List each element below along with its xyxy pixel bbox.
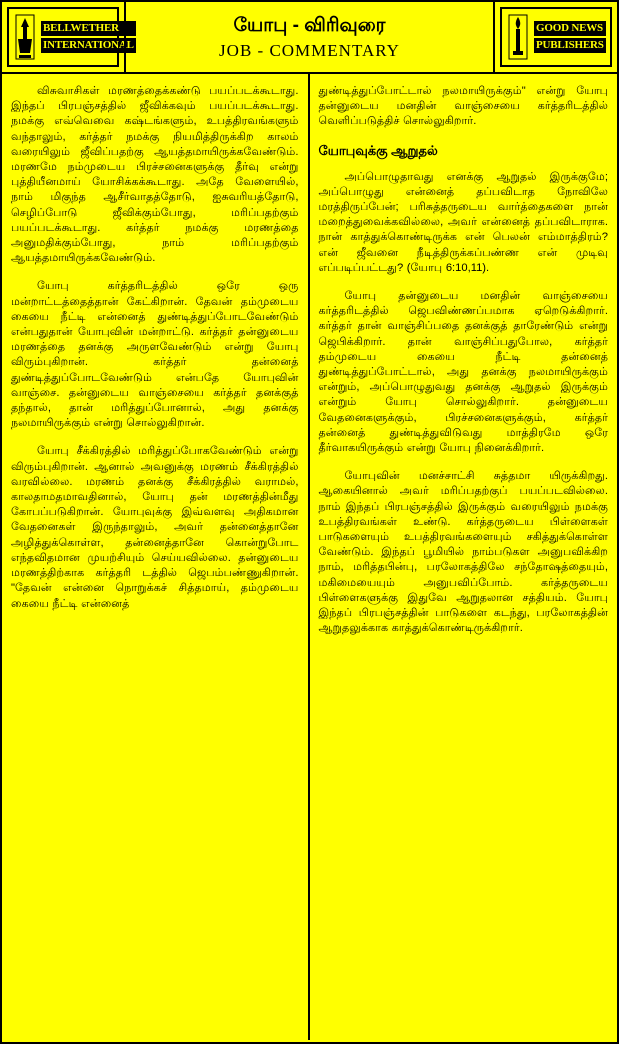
- good-news-logo-text: [534, 21, 606, 52]
- paragraph-continuation: துண்டித்துப்போட்டால் நலமாயிருக்கும்" என்று யோபு தன்னுடைய மனதின் வாஞ்சையை கர்த்தரிடத்தில் வெளிப்படுத்திச் சொல்லுகிறார்.: [318, 85, 608, 128]
- left-column: [2, 74, 310, 1040]
- lamp-emblem-icon: [12, 11, 38, 63]
- good-news-logo-line1: GOOD NEWS: [534, 21, 606, 36]
- bellwether-logo-line1: BELLWETHER: [41, 21, 136, 36]
- right-column: [310, 74, 618, 1040]
- title-block: [124, 2, 495, 72]
- scripture-quote-paragraph: அப்பொழுதாவது எனக்கு ஆறுதல் இருக்குமே; அப்பொழுது என்னைத் தப்பவிடாத நோவிலே மரத்திருப்பேன்; பரிசுத்தருடைய வார்த்தைகளை நான் மறைத்துவைக்கவில்லை, அவர் என்னைத் தப்பவிடாராக. நான் காத்துக்கொண்டிருக்க என் பெலன் எம்மாத்திரம்? என் ஜீவனை நீடித்திருக்கப்பண்ண என் முடிவு எப்படிப்பட்டது? (யோபு 6:10,11).: [318, 170, 608, 274]
- bellwether-logo-text: [41, 21, 136, 52]
- bellwether-logo-line2: INTERNATIONAL: [43, 39, 134, 51]
- document-body: [2, 74, 617, 1040]
- paragraph: யோபு தன்னுடைய மனதின் வாஞ்சையை கர்த்தரிடத்தில் ஜெபவிண்ணப்பமாக ஏறெடுக்கிறார். கர்த்தர் தான் வாஞ்சிப்பதை தனக்குத் தாரேண்டும் என்று ஜெபிக்கிறார். தான் வாஞ்சிப்பதுபோல, கர்த்தர் தம்முடைய கையை நீட்டி தன்னைத் துண்டித்துப்போட்டால், அது தனக்கு நலமாயிருக்கும் என்றும், அப்பொழுதுவது தனக்கு ஆறுதல் இருக்கும் என்றும் யோபு சொல்லுகிறார். தன்னுடைய வேதனைகளுக்கும், பிரச்சனைகளுக்கும், கர்த்தர் தன்னைத் துண்டித்துவிடுவது மாத்திரமே ஒரே தீர்வாகயிருக்கும் என்று யோபு நினைக்கிறார்.: [318, 289, 608, 454]
- good-news-publishers-logo: [500, 7, 612, 67]
- paragraph: யோபுவின் மனச்சாட்சி சுத்தமா யிருக்கிறது. ஆகையினால் அவர் மரிப்பதற்குப் பயப்படவில்லை. நாம் இந்தப் பிரபஞ்சத்தில் இருக்கும் வரையிலும் நமக்கு உபத்திரவங்கள் உண்டு. கர்த்தருடைய பிள்ளைகள் பாடுகளையும் உபத்திரவங்களையும் சகித்துக்கொள்ள வேண்டும். இந்தப் பூமியில் நாம்படுகள அனுபவிக்கிற நாம், மரித்தபின்பு, பரலோகத்திலே சந்தோஷத்தையும், மகிமையையும் அனுபவிப்போம். கர்த்தருடைய பிள்ளைகளுக்கு இதுவே ஆறுதலான சத்தியம். யோபு இந்தப் பிரபஞ்சத்தின் பாடுகளை கடந்து, பரலோகத்தின் ஆறுதலுக்காக காத்துக்கொண்டிருக்கிறார்.: [318, 470, 608, 635]
- page-title-tamil: யோபு - விரிவுரை: [233, 14, 386, 36]
- section-heading: யோபுவுக்கு ஆறுதல்: [318, 142, 438, 158]
- paragraph: விசுவாசிகள் மரணத்தைக்கண்டு பயப்படக்கூடாது. இந்தப் பிரபஞ்சத்தில் ஜீவிக்கவும் பயப்படக்கூடாது. நமக்கு எவ்வெவை கஷ்டங்களும், உபத்திரவங்களும் வந்தாலும், கர்த்தர் நமக்கு நியமித்திருக்கிற காலம் வரையிலும் ஜீவிப்பதற்கு ஆயத்தமாயிருக்கவேண்டும். மரணமே நம்முடைய பிரச்சனைகளுக்கு தீர்வு என்று புத்தியீனமாய் யோசிக்கக்கூடாது. அதே வேளையில், நாம் மிகுந்த ஆசீர்வாதத்தோடு, ஐசுவரியத்தோடு, செழிப்போடு ஜீவிக்கும்போது, மரிப்பதற்கும் பயப்படக்கூடாது. கர்த்தர் நமக்கு மரணத்தை அனுமதிக்கும்போது, நாம் மரிப்பதற்கும் ஆயத்தமாயிருக்கவேண்டும்.: [11, 85, 299, 265]
- paragraph: யோபு சீக்கிரத்தில் மரித்துப்போகவேண்டும் என்று விரும்புகிறான். ஆனால் அவனுக்கு மரணம் சீக்கிரத்தில் வரவில்லை. மரணம் தனக்கு சீக்கிரத்தில் வராமல், காலதாமதமாவதினால், யோபு தன் மரணத்தின்மீது கோபப்படுகிறான். யோபுவுக்கு இவ்வளவு அதிகமான வேதனைகள் இருந்தாலும், அவர் தன்னைத்தானே அழித்துக்கொள்ள, தன்னைத்தானே கொன்றுபோட எந்தவிதமான முயற்சியும் செய்யவில்லை. தன்னுடைய மரணத்திற்காக கர்த்தரி டத்தில் ஜெபம்பண்ணுகிறான். "தேவன் என்னை நொறுக்கச் சித்தமாய், தம்முடைய கையை நீட்டி என்னைத்: [11, 445, 299, 610]
- document-header: [2, 2, 617, 74]
- good-news-logo-line2: PUBLISHERS: [536, 39, 604, 51]
- torch-emblem-icon: [505, 11, 531, 63]
- bellwether-international-logo: [7, 7, 134, 67]
- page-title-english: JOB - COMMENTARY: [219, 41, 400, 61]
- paragraph: யோபு கர்த்தரிடத்தில் ஒரே ஒரு மன்றாட்டத்தைத்தான் கேட்கிறான். தேவன் தம்முடைய கையை நீட்டி என்னைத் துண்டித்துப்போடவேண்டும் என்பதுதான் யோபுவின் மன்றாட்டு. கர்த்தர் தன்னுடைய மரணத்தை தனக்கு அருளவேண்டும் என்று யோபு விரும்புகிறான். கர்த்தர் தன்னைத் துண்டித்துப்போடவேண்டும் என்பதே யோபுவின் வாஞ்சை. தன்னுடைய வாஞ்சையை கர்த்தர் தனக்குத் தந்தால், தான் மரித்துப்போனால், அது தனக்கு நலமாயிருக்கும் என்று சொல்லுகிறான்.: [11, 280, 299, 430]
